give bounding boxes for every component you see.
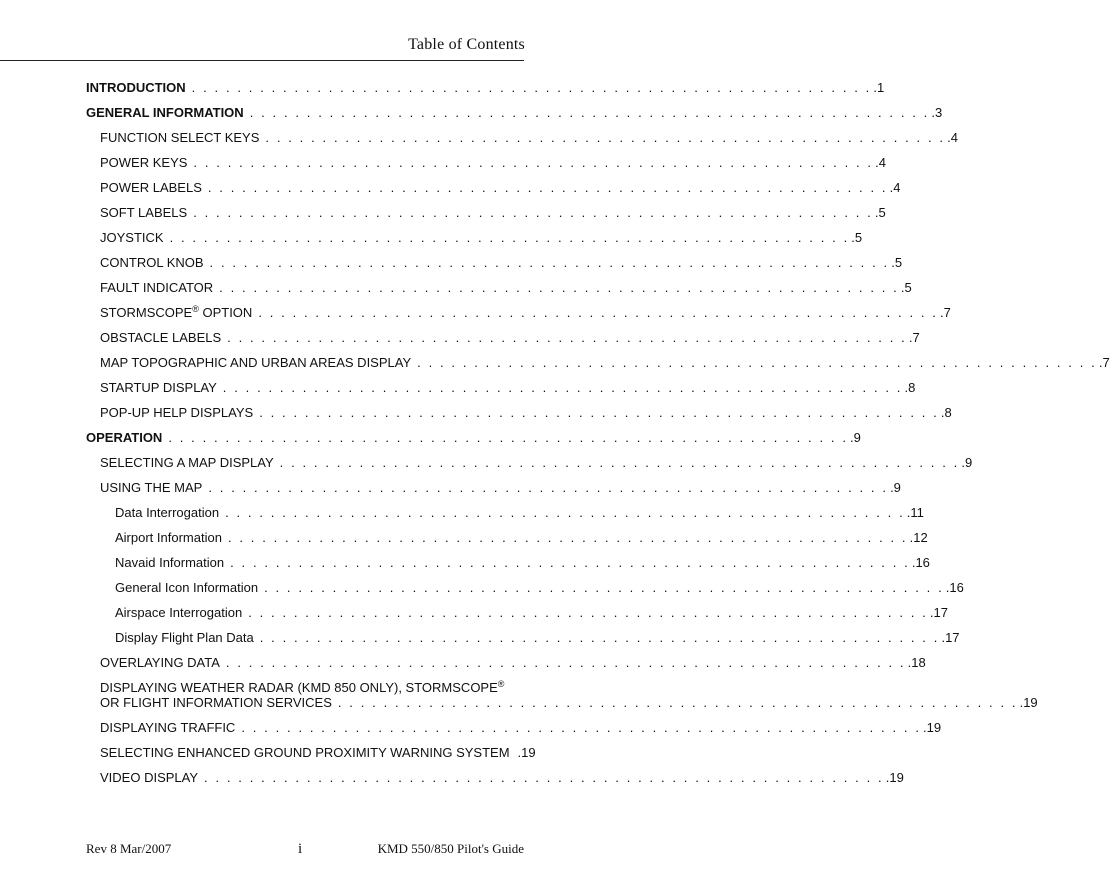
dot-leader: . . . . . . . . . . . . . . . . . . . . . . . . . . . . . . . . . . . . . . . . . . . . . . . . . . . . . . . . . . . . — [258, 305, 939, 320]
toc-entry-page: .19 — [1019, 695, 1038, 710]
toc-entry-label: SOFT LABELS — [100, 205, 188, 220]
toc-entry[interactable] — [86, 280, 912, 295]
toc-entry[interactable] — [86, 580, 964, 595]
toc-entry[interactable] — [86, 679, 1038, 710]
toc-entry[interactable] — [86, 405, 952, 420]
toc-entry-label: MAP TOPOGRAPHIC AND URBAN AREAS DISPLAY — [100, 355, 412, 370]
toc-entry-page: .12 — [909, 530, 928, 545]
toc-entry-label: POWER LABELS — [100, 180, 202, 195]
toc-entry-page: .19 — [923, 720, 942, 735]
toc-entry-label: STARTUP DISPLAY — [100, 380, 217, 395]
dot-leader: . . . . . . . . . . . . . . . . . . . . . . . . . . . . . . . . . . . . . . . . . . . . . . . . . . . . . . . . . . . . — [259, 630, 940, 645]
toc-entry-page: .4 — [889, 180, 901, 195]
dot-leader: . . . . . . . . . . . . . . . . . . . . . . . . . . . . . . . . . . . . . . . . . . . . . . . . . . . . . . . . . . . . — [249, 105, 930, 120]
toc-entry[interactable] — [86, 745, 536, 760]
footer-page-number: i — [298, 841, 303, 857]
toc-entry-page: .9 — [961, 455, 973, 470]
dot-leader: . . . . . . . . . . . . . . . . . . . . . . . . . . . . . . . . . . . . . . . . . . . . . . . . . . . . . . . . . . . . — [193, 155, 874, 170]
page-header-title: Table of Contents — [408, 36, 525, 53]
toc-entry-label: DISPLAYING TRAFFIC — [100, 720, 236, 735]
toc-entry-page: .17 — [941, 630, 960, 645]
toc-entry-label: STORMSCOPE® OPTION — [100, 304, 253, 320]
dot-leader: . . . . . . . . . . . . . . . . . . . . . . . . . . . . . . . . . . . . . . . . . . . . . . . . . . . . . . . . . . . . — [219, 280, 899, 295]
toc-entry-page: .7 — [940, 305, 951, 320]
toc-entry[interactable] — [86, 255, 903, 270]
toc-entry[interactable] — [86, 105, 943, 120]
dot-leader: . . . . . . . . . . . . . . . . . . . . . . . . . . . . . . . . . . . . . . . . . . . . . . . . . . . . . . . . . . . . — [264, 580, 944, 595]
toc-entry-label: FAULT INDICATOR — [100, 280, 214, 295]
toc-entry-label: General Icon Information — [115, 580, 259, 595]
toc-entry-label: VIDEO DISPLAY — [100, 770, 199, 785]
toc-entry-label: USING THE MAP — [100, 480, 203, 495]
toc-entry-label-line1: DISPLAYING WEATHER RADAR (KMD 850 ONLY), STORMSCOPE® — [100, 679, 505, 695]
toc-entry-label: OPERATION — [86, 430, 163, 445]
footer-guide-title: KMD 550/850 Pilot's Guide — [377, 841, 524, 856]
toc-entry[interactable] — [86, 480, 901, 495]
toc-entry-page: .5 — [891, 255, 903, 270]
toc-entry-page: .5 — [900, 280, 912, 295]
toc-entry[interactable] — [86, 655, 926, 670]
toc-entry[interactable] — [86, 605, 948, 620]
dot-leader: . . . . . . . . . . . . . . . . . . . . . . . . . . . . . . . . . . . . . . . . . . . . . . . . . . . . . . . . . . . . — [209, 255, 890, 270]
toc-entry-page: .19 — [885, 770, 904, 785]
dot-leader: . . . . . . . . . . . . . . . . . . . . . . . . . . . . . . . . . . . . . . . . . . . . . . . . . . . . . . . . . . . . — [248, 605, 928, 620]
toc-entry-page: .17 — [929, 605, 948, 620]
toc-entry[interactable] — [86, 555, 930, 570]
toc-entry[interactable] — [86, 355, 1110, 370]
toc-entry-page: .11 — [906, 505, 924, 520]
toc-entry-label: SELECTING A MAP DISPLAY — [100, 455, 274, 470]
toc-entry-label: OR FLIGHT INFORMATION SERVICES — [100, 695, 332, 710]
dot-leader: . . . . . . . . . . . . . . . . . . . . . . . . . . . . . . . . . . . . . . . . . . . . . . . . . . . . . . . . . . . . — [169, 230, 850, 245]
toc-entry[interactable] — [86, 180, 901, 195]
toc-entry[interactable] — [86, 380, 916, 395]
dot-leader: . . . . . . . . . . . . . . . . . . . . . . . . . . . . . . . . . . . . . . . . . . . . . . . . . . . . . . . . . . . . — [207, 180, 888, 195]
toc-entry[interactable] — [86, 505, 924, 520]
dot-leader: . . . . . . . . . . . . . . . . . . . . . . . . . . . . . . . . . . . . . . . . . . . . . . . . . . . . . . . . . . . . — [193, 205, 873, 220]
table-of-contents — [86, 80, 1110, 785]
toc-entry[interactable] — [86, 205, 886, 220]
toc-entry-label: CONTROL KNOB — [100, 255, 204, 270]
toc-entry[interactable] — [86, 130, 958, 145]
footer-revision: Rev 8 Mar/2007 — [86, 841, 172, 856]
toc-entry-label: Display Flight Plan Data — [115, 630, 254, 645]
toc-entry-page: .9 — [890, 480, 901, 495]
dot-leader: . . . . . . . . . . . . . . . . . . . . . . . . . . . . . . . . . . . . . . . . . . . . . . . . . . . . . . . . . . . . — [279, 455, 960, 470]
dot-leader: . . . . . . . . . . . . . . . . . . . . . . . . . . . . . . . . . . . . . . . . . . . . . . . . . . . . . . . . . . . . — [204, 770, 884, 785]
dot-leader: . . . . . . . . . . . . . . . . . . . . . . . . . . . . . . . . . . . . . . . . . . . . . . . . . . . . . . . . . . . . — [227, 530, 908, 545]
toc-entry-label: Airport Information — [115, 530, 222, 545]
dot-leader: . . . . . . . . . . . . . . . . . . . . . . . . . . . . . . . . . . . . . . . . . . . . . . . . . . . . . . . . . . . . — [230, 555, 910, 570]
toc-entry[interactable] — [86, 304, 951, 320]
toc-entry-page: .1 — [873, 80, 885, 95]
registered-mark: ® — [497, 679, 505, 689]
dot-leader: . . . . . . . . . . . . . . . . . . . . . . . . . . . . . . . . . . . . . . . . . . . . . . . . . . . . . . . . . . . . — [225, 505, 905, 520]
toc-entry-page: .3 — [931, 105, 943, 120]
toc-entry-label: OBSTACLE LABELS — [100, 330, 222, 345]
toc-entry-page: .16 — [911, 555, 930, 570]
toc-entry-page: .4 — [947, 130, 958, 145]
toc-entry-page: .18 — [907, 655, 926, 670]
toc-entry-label: POP-UP HELP DISPLAYS — [100, 405, 254, 420]
toc-entry-label: GENERAL INFORMATION — [86, 105, 244, 120]
dot-leader: . . . . . . . . . . . . . . . . . . . . . . . . . . . . . . . . . . . . . . . . . . . . . . . . . . . . . . . . . . . . — [417, 355, 1097, 370]
toc-entry[interactable] — [86, 155, 886, 170]
toc-entry-label: OVERLAYING DATA — [100, 655, 220, 670]
dot-leader: . . . . . . . . . . . . . . . . . . . . . . . . . . . . . . . . . . . . . . . . . . . . . . . . . . . . . . . . . . . . — [337, 695, 1018, 710]
toc-entry[interactable] — [86, 230, 863, 245]
toc-entry-label: JOYSTICK — [100, 230, 164, 245]
toc-entry[interactable] — [86, 80, 885, 95]
toc-entry-label: SELECTING ENHANCED GROUND PROXIMITY WARNING SYSTEM — [100, 745, 510, 760]
registered-mark: ® — [192, 304, 199, 314]
toc-entry[interactable] — [86, 455, 973, 470]
toc-entry-page: .5 — [874, 205, 886, 220]
dot-leader: . . . . . . . . . . . . . . . . . . . . . . . . . . . . . . . . . . . . . . . . . . . . . . . . . . . . . . . . . . . . — [208, 480, 889, 495]
toc-entry[interactable] — [86, 770, 904, 785]
toc-entry[interactable] — [86, 630, 960, 645]
dot-leader: . . . . . . . . . . . . . . . . . . . . . . . . . . . . . . . . . . . . . . . . . . . . . . . . . . . . . . . . . . . . — [168, 430, 849, 445]
toc-entry[interactable] — [86, 720, 942, 735]
dot-leader: . . . . . . . . . . . . . . . . . . . . . . . . . . . . . . . . . . . . . . . . . . . . . . . . . . . . . . . . . . . . — [225, 655, 906, 670]
dot-leader: . . . . . . . . . . . . . . . . . . . . . . . . . . . . . . . . . . . . . . . . . . . . . . . . . . . . . . . . . . . . — [265, 130, 946, 145]
toc-entry[interactable] — [86, 430, 861, 445]
toc-entry-page: .5 — [851, 230, 863, 245]
toc-entry-label: POWER KEYS — [100, 155, 188, 170]
toc-entry-label: Data Interrogation — [115, 505, 220, 520]
dot-leader: . . . . . . . . . . . . . . . . . . . . . . . . . . . . . . . . . . . . . . . . . . . . . . . . . . . . . . . . . . . . — [227, 330, 907, 345]
toc-entry-page: .4 — [875, 155, 886, 170]
dot-leader: . . . . . . . . . . . . . . . . . . . . . . . . . . . . . . . . . . . . . . . . . . . . . . . . . . . . . . . . . . . . — [222, 380, 903, 395]
toc-entry-label: FUNCTION SELECT KEYS — [100, 130, 260, 145]
dot-leader: . . . . . . . . . . . . . . . . . . . . . . . . . . . . . . . . . . . . . . . . . . . . . . . . . . . . . . . . . . . . — [259, 405, 939, 420]
toc-entry[interactable] — [86, 530, 928, 545]
dot-leader: . . . . . . . . . . . . . . . . . . . . . . . . . . . . . . . . . . . . . . . . . . . . . . . . . . . . . . . . . . . . — [241, 720, 922, 735]
header-divider — [0, 60, 524, 61]
toc-entry[interactable] — [86, 330, 920, 345]
toc-entry-page: .8 — [940, 405, 952, 420]
toc-entry-page: .8 — [904, 380, 916, 395]
toc-entry-label: Navaid Information — [115, 555, 225, 570]
toc-entry-page: .7 — [1098, 355, 1110, 370]
toc-entry-page: .7 — [908, 330, 920, 345]
toc-entry-page: .19 — [517, 745, 536, 760]
toc-entry-page: .16 — [945, 580, 964, 595]
dot-leader: . . . . . . . . . . . . . . . . . . . . . . . . . . . . . . . . . . . . . . . . . . . . . . . . . . . . . . . . . . . . — [191, 80, 872, 95]
toc-entry-label: INTRODUCTION — [86, 80, 186, 95]
toc-entry-page: .9 — [850, 430, 861, 445]
toc-entry-label: Airspace Interrogation — [115, 605, 243, 620]
